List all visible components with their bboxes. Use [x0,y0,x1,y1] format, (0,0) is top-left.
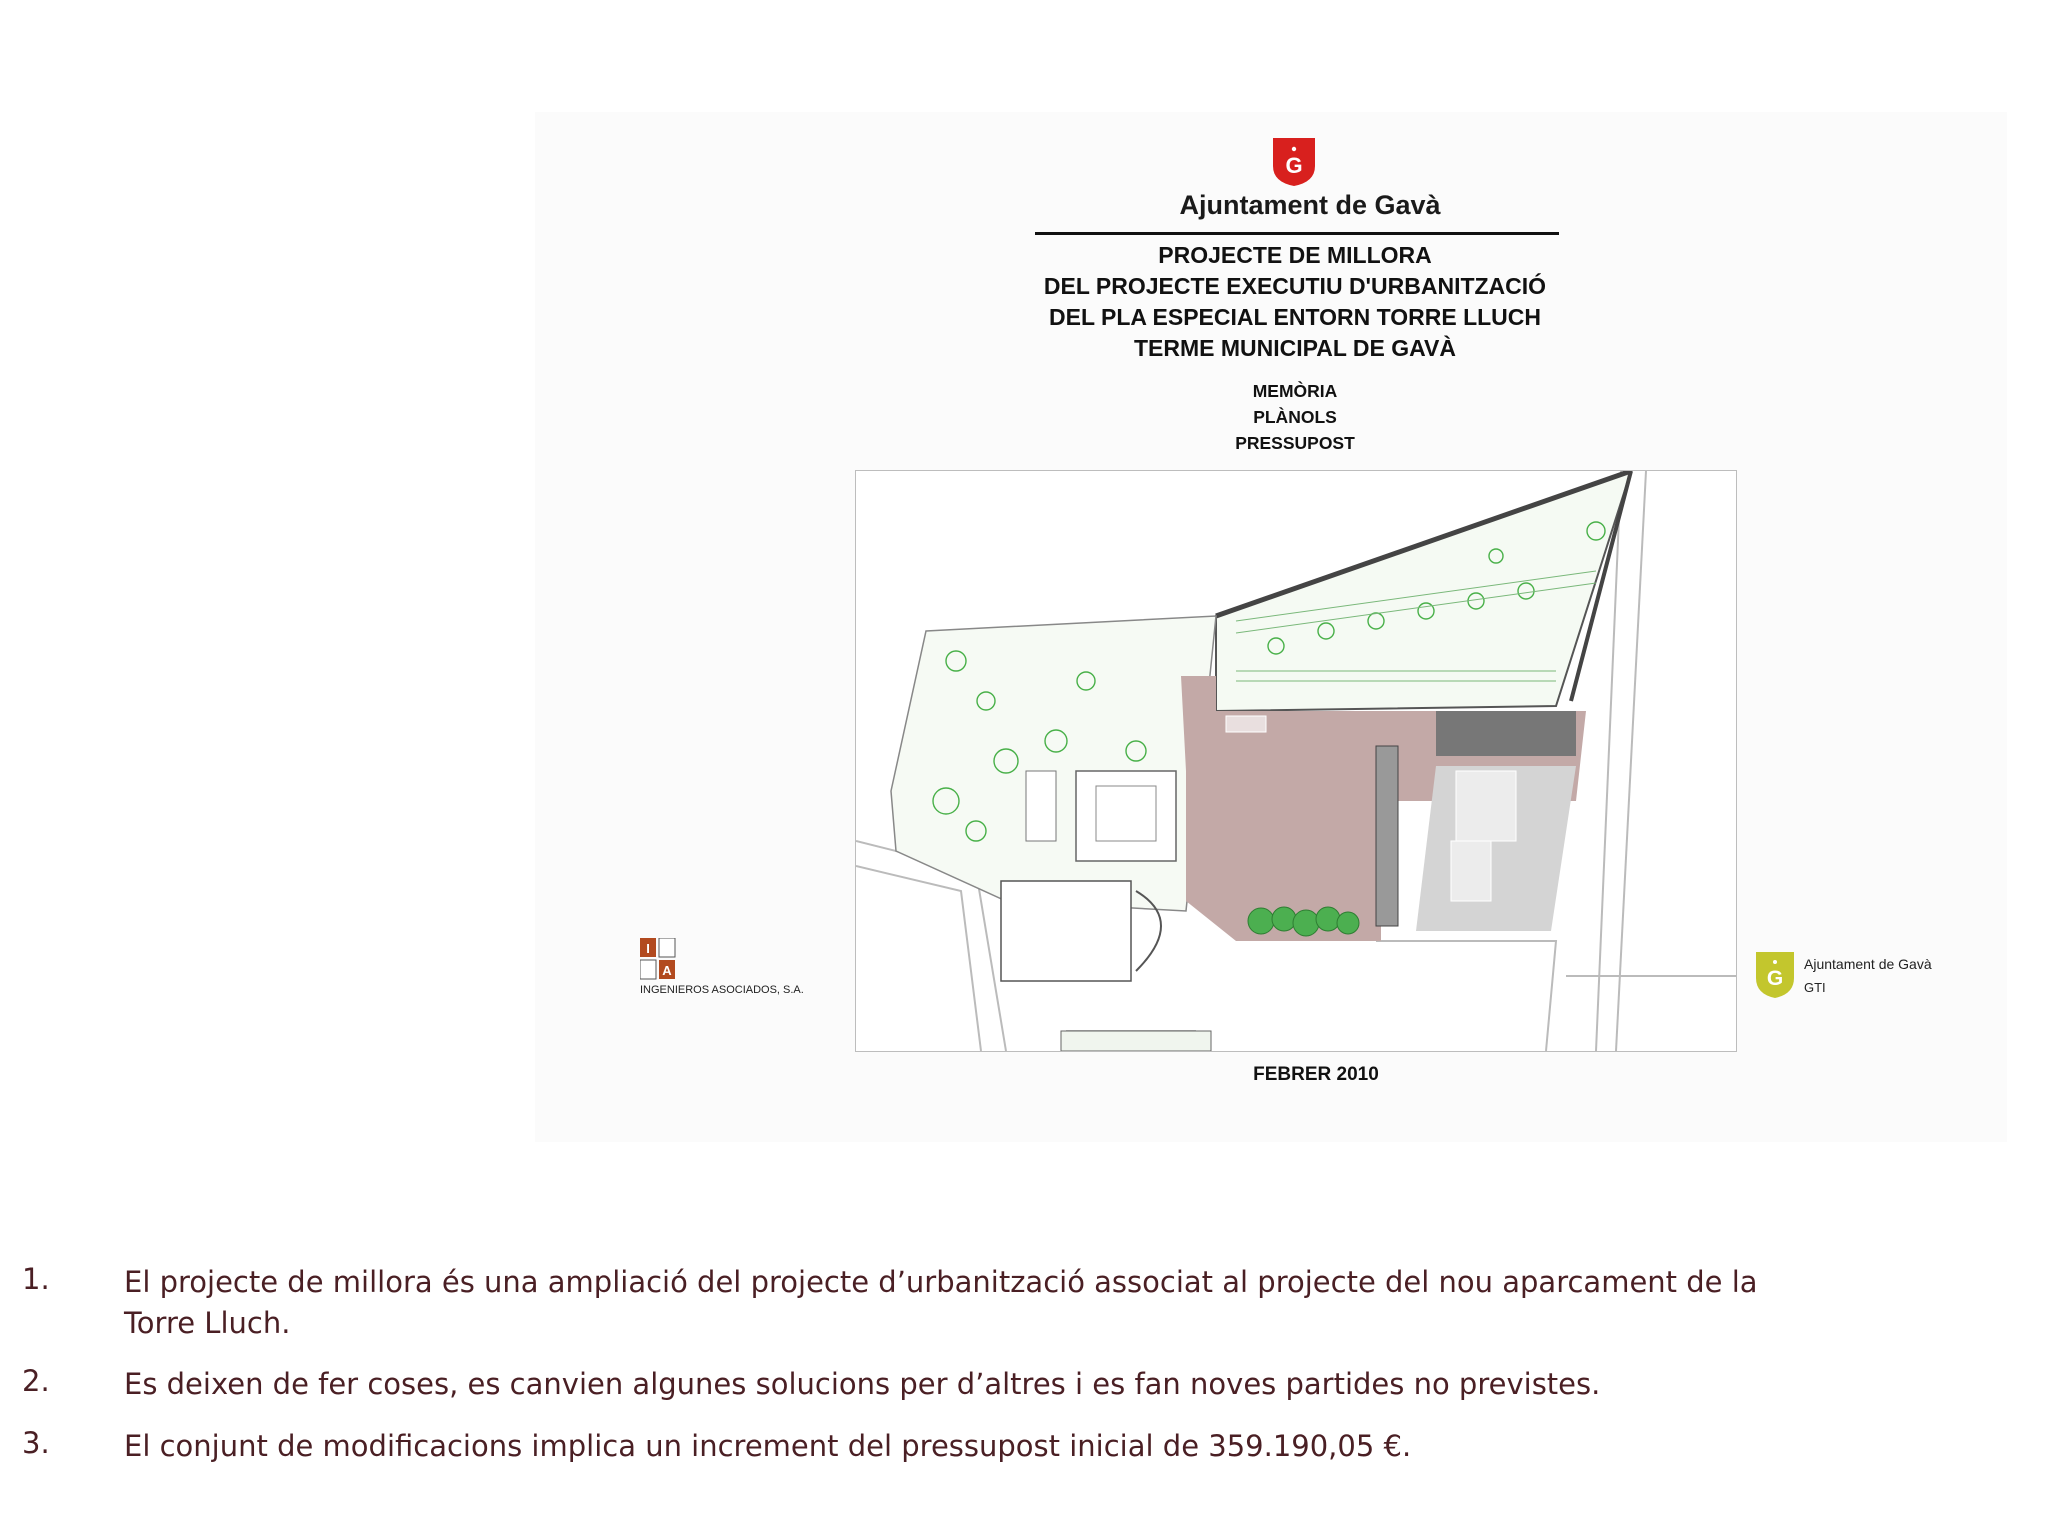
item-text: El conjunt de modificacions implica un increment del pressupost inicial de 359.190,05 €. [124,1429,1412,1463]
project-title-line: DEL PLA ESPECIAL ENTORN TORRE LLUCH [1049,304,1541,330]
ingenieros-asociados-text: INGENIEROS ASOCIADOS, S.A. [640,984,804,996]
item-number: 1. [22,1262,50,1296]
municipality-title: Ajuntament de Gavà [1179,190,1441,220]
project-title-line: PROJECTE DE MILLORA [1158,242,1432,268]
document-item: PLÀNOLS [1253,407,1337,427]
document-list [1130,378,1460,456]
cover-date: FEBRER 2010 [1253,1064,1379,1085]
ingenieros-asociados-logo [640,938,676,980]
site-plan [855,470,1737,1052]
project-title-line: TERME MUNICIPAL DE GAVÀ [1133,335,1456,361]
document-item: MEMÒRIA [1252,381,1338,401]
item-number: 2. [22,1364,50,1398]
svg-text:I: I [646,941,650,956]
svg-text:G: G [1766,967,1784,990]
svg-text:G: G [1285,153,1303,178]
gti-municipality-name: Ajuntament de Gavà [1804,956,1932,972]
project-title [980,240,1610,364]
gava-shield-icon [1271,136,1317,188]
title-divider [1035,232,1559,235]
item-number: 3. [22,1426,50,1460]
project-title-line: DEL PROJECTE EXECUTIU D'URBANITZACIÓ [1043,273,1547,299]
document-item: PRESSUPOST [1235,433,1355,453]
svg-text:A: A [662,963,672,978]
item-text: El projecte de millora és una ampliació del projecte d’urbanització associat al projecte del nou aparcament de la Torre Lluch. [124,1265,1758,1340]
item-text: Es deixen de fer coses, es canvien algunes solucions per d’altres i es fan noves partides no previstes. [124,1367,1601,1401]
gti-shield-icon [1754,950,1796,1000]
gti-label: GTI [1804,980,1826,995]
